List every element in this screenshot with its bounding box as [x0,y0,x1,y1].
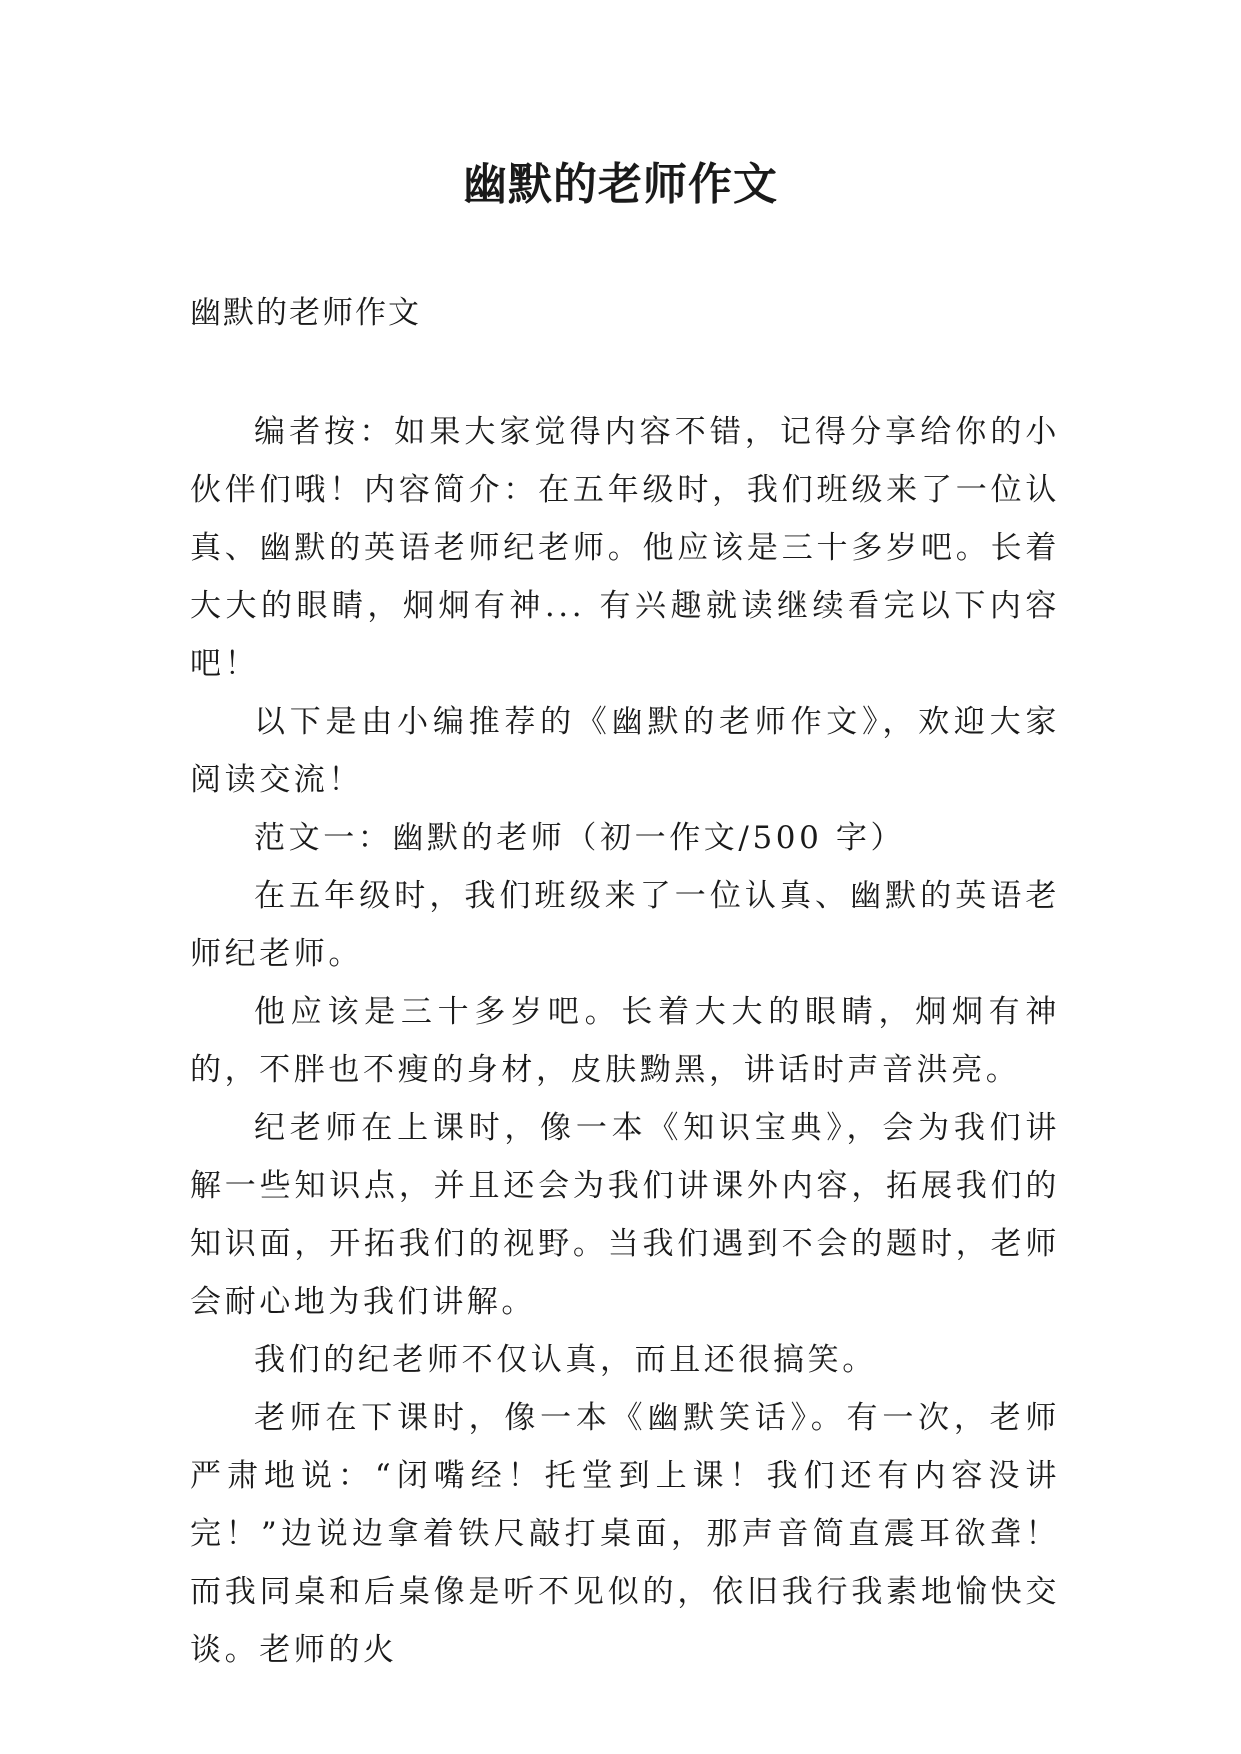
document-subtitle: 幽默的老师作文 [190,295,421,331]
document-title: 幽默的老师作文 [463,159,778,210]
paragraph-body: 老师在下课时，像一本《幽默笑话》。有一次，老师严肃地说：“闭嘴经！托堂到上课！我们还有内容没讲完！”边说边拿着铁尺敲打桌面，那声音简直震耳欲聋！而我同桌和后桌像是听不见似的，依旧我行我素地愉快交谈。老师的火 [190,1400,1060,1668]
document-body [190,403,1060,1679]
paragraph-body: 在五年级时，我们班级来了一位认真、幽默的英语老师纪老师。 [190,878,1060,972]
paragraph-body: 他应该是三十多岁吧。长着大大的眼睛，炯炯有神的，不胖也不瘦的身材，皮肤黝黑，讲话时声音洪亮。 [190,994,1060,1088]
paragraph-body: 纪老师在上课时，像一本《知识宝典》，会为我们讲解一些知识点，并且还会为我们讲课外内容，拓展我们的知识面，开拓我们的视野。当我们遇到不会的题时，老师会耐心地为我们讲解。 [190,1110,1060,1320]
paragraph-essay-heading: 范文一：幽默的老师（初一作文/500 字） [254,820,906,856]
paragraph-body: 我们的纪老师不仅认真，而且还很搞笑。 [254,1342,877,1378]
paragraph-intro: 以下是由小编推荐的《幽默的老师作文》，欢迎大家阅读交流！ [190,704,1060,798]
paragraph-editor-note: 编者按：如果大家觉得内容不错，记得分享给你的小伙伴们哦！内容简介：在五年级时，我们班级来了一位认真、幽默的英语老师纪老师。他应该是三十多岁吧。长着大大的眼睛，炯炯有神... 有兴趣就读继续看完以下内容吧！ [190,414,1060,682]
